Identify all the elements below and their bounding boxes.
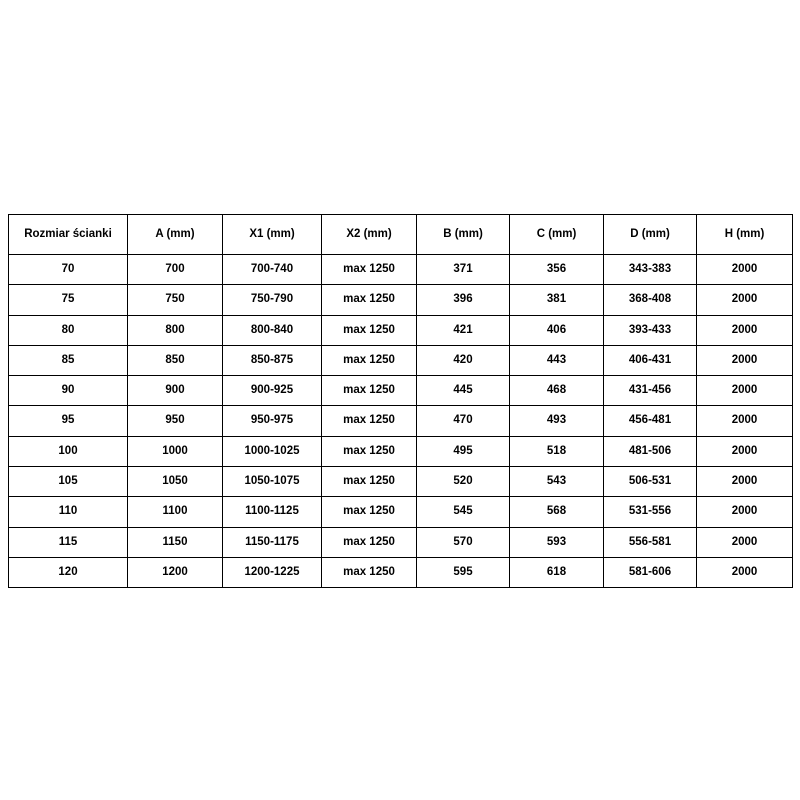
cell-a: 900 — [128, 376, 223, 406]
cell-x1: 1200-1225 — [223, 557, 322, 587]
cell-c: 468 — [510, 376, 604, 406]
cell-x1: 1150-1175 — [223, 527, 322, 557]
column-header-x2: X2 (mm) — [322, 215, 417, 255]
cell-x2: max 1250 — [322, 436, 417, 466]
cell-a: 750 — [128, 285, 223, 315]
spec-table-container — [8, 214, 792, 588]
column-header-d: D (mm) — [604, 215, 697, 255]
cell-x2: max 1250 — [322, 406, 417, 436]
cell-c: 593 — [510, 527, 604, 557]
cell-b: 520 — [417, 467, 510, 497]
cell-a: 700 — [128, 255, 223, 285]
cell-x2: max 1250 — [322, 285, 417, 315]
cell-x2: max 1250 — [322, 557, 417, 587]
cell-size: 90 — [9, 376, 128, 406]
table-row — [9, 436, 793, 466]
table-row — [9, 255, 793, 285]
cell-x2: max 1250 — [322, 255, 417, 285]
cell-a: 850 — [128, 345, 223, 375]
cell-b: 470 — [417, 406, 510, 436]
cell-h: 2000 — [697, 436, 793, 466]
cell-b: 545 — [417, 497, 510, 527]
cell-h: 2000 — [697, 376, 793, 406]
cell-b: 495 — [417, 436, 510, 466]
cell-b: 371 — [417, 255, 510, 285]
column-header-a: A (mm) — [128, 215, 223, 255]
cell-a: 800 — [128, 315, 223, 345]
cell-h: 2000 — [697, 315, 793, 345]
cell-x1: 700-740 — [223, 255, 322, 285]
cell-size: 115 — [9, 527, 128, 557]
cell-d: 581-606 — [604, 557, 697, 587]
cell-b: 421 — [417, 315, 510, 345]
cell-c: 493 — [510, 406, 604, 436]
cell-d: 393-433 — [604, 315, 697, 345]
cell-c: 381 — [510, 285, 604, 315]
table-body — [9, 255, 793, 588]
table-header — [9, 215, 793, 255]
cell-x1: 1100-1125 — [223, 497, 322, 527]
cell-a: 1100 — [128, 497, 223, 527]
cell-x2: max 1250 — [322, 497, 417, 527]
column-header-c: C (mm) — [510, 215, 604, 255]
table-row — [9, 497, 793, 527]
cell-h: 2000 — [697, 557, 793, 587]
cell-c: 518 — [510, 436, 604, 466]
cell-x1: 750-790 — [223, 285, 322, 315]
cell-d: 506-531 — [604, 467, 697, 497]
table-row — [9, 285, 793, 315]
cell-x1: 950-975 — [223, 406, 322, 436]
cell-c: 618 — [510, 557, 604, 587]
cell-size: 75 — [9, 285, 128, 315]
cell-h: 2000 — [697, 527, 793, 557]
column-header-b: B (mm) — [417, 215, 510, 255]
cell-c: 543 — [510, 467, 604, 497]
cell-b: 570 — [417, 527, 510, 557]
table-header-row — [9, 215, 793, 255]
cell-a: 1200 — [128, 557, 223, 587]
cell-x1: 850-875 — [223, 345, 322, 375]
cell-h: 2000 — [697, 497, 793, 527]
dimensions-table — [8, 214, 793, 588]
cell-c: 406 — [510, 315, 604, 345]
cell-h: 2000 — [697, 255, 793, 285]
cell-a: 1000 — [128, 436, 223, 466]
cell-size: 80 — [9, 315, 128, 345]
cell-size: 85 — [9, 345, 128, 375]
cell-x1: 1000-1025 — [223, 436, 322, 466]
cell-h: 2000 — [697, 285, 793, 315]
cell-x1: 900-925 — [223, 376, 322, 406]
cell-b: 595 — [417, 557, 510, 587]
cell-x2: max 1250 — [322, 376, 417, 406]
cell-size: 95 — [9, 406, 128, 436]
cell-h: 2000 — [697, 345, 793, 375]
table-row — [9, 345, 793, 375]
cell-d: 556-581 — [604, 527, 697, 557]
table-row — [9, 406, 793, 436]
cell-d: 368-408 — [604, 285, 697, 315]
cell-c: 443 — [510, 345, 604, 375]
cell-d: 531-556 — [604, 497, 697, 527]
cell-a: 1050 — [128, 467, 223, 497]
cell-size: 110 — [9, 497, 128, 527]
table-row — [9, 467, 793, 497]
cell-a: 950 — [128, 406, 223, 436]
cell-d: 481-506 — [604, 436, 697, 466]
cell-d: 456-481 — [604, 406, 697, 436]
table-row — [9, 376, 793, 406]
column-header-size: Rozmiar ścianki — [9, 215, 128, 255]
cell-b: 396 — [417, 285, 510, 315]
cell-b: 420 — [417, 345, 510, 375]
cell-d: 431-456 — [604, 376, 697, 406]
cell-size: 105 — [9, 467, 128, 497]
cell-c: 568 — [510, 497, 604, 527]
cell-x2: max 1250 — [322, 315, 417, 345]
cell-b: 445 — [417, 376, 510, 406]
cell-x2: max 1250 — [322, 527, 417, 557]
column-header-x1: X1 (mm) — [223, 215, 322, 255]
cell-h: 2000 — [697, 467, 793, 497]
cell-h: 2000 — [697, 406, 793, 436]
cell-d: 406-431 — [604, 345, 697, 375]
cell-c: 356 — [510, 255, 604, 285]
cell-x1: 1050-1075 — [223, 467, 322, 497]
cell-size: 120 — [9, 557, 128, 587]
table-row — [9, 557, 793, 587]
cell-x2: max 1250 — [322, 467, 417, 497]
cell-size: 100 — [9, 436, 128, 466]
table-row — [9, 527, 793, 557]
cell-x2: max 1250 — [322, 345, 417, 375]
column-header-h: H (mm) — [697, 215, 793, 255]
cell-x1: 800-840 — [223, 315, 322, 345]
cell-size: 70 — [9, 255, 128, 285]
cell-a: 1150 — [128, 527, 223, 557]
table-row — [9, 315, 793, 345]
cell-d: 343-383 — [604, 255, 697, 285]
